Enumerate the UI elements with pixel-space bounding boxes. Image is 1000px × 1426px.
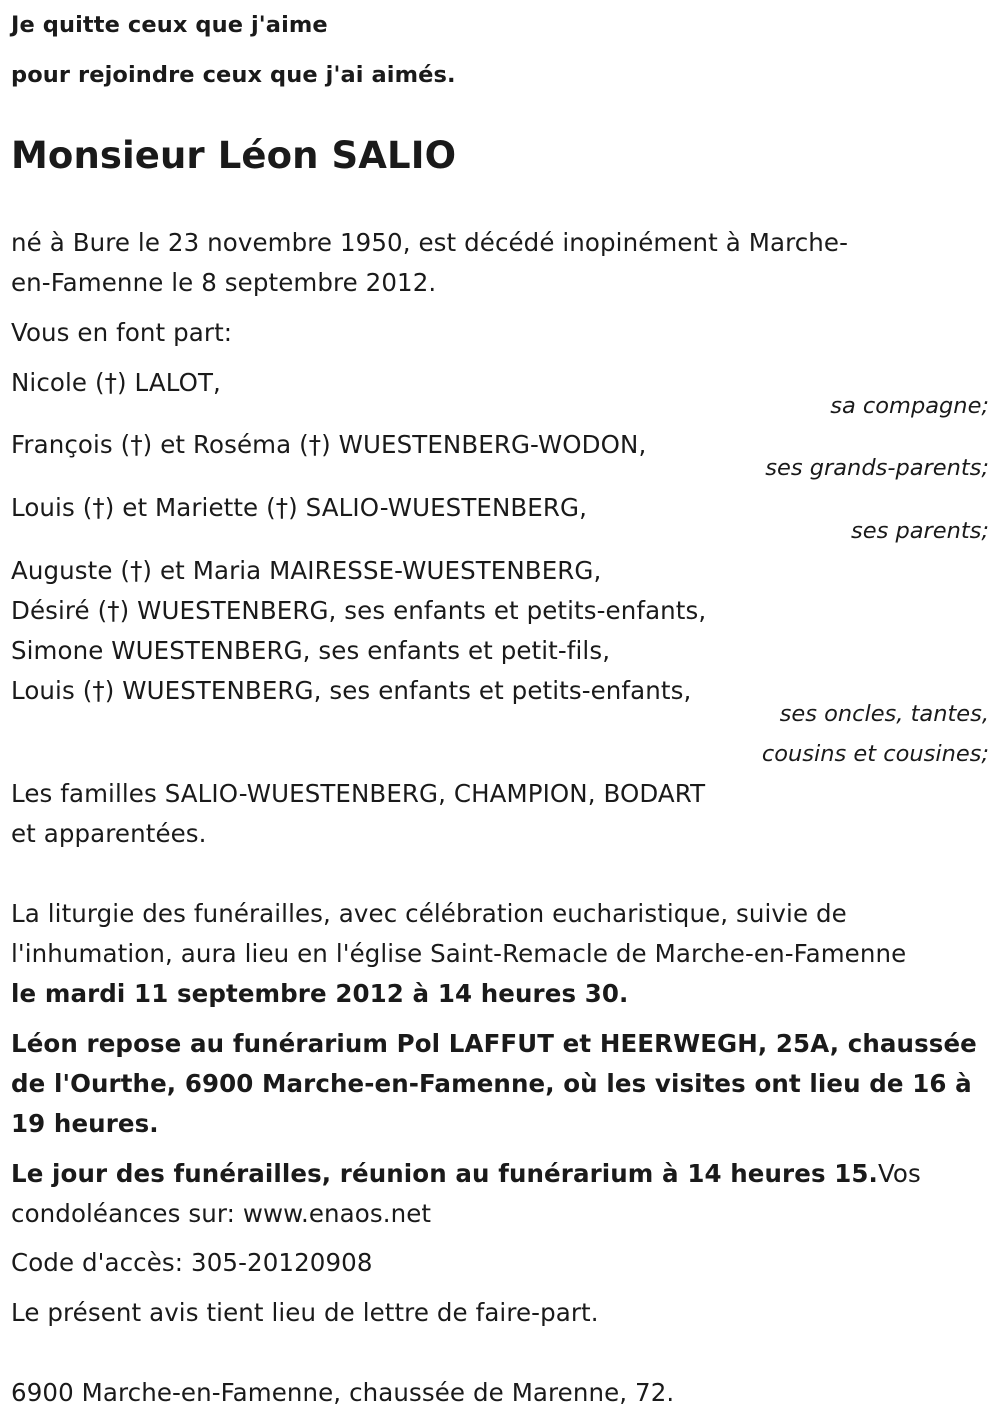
role-parents: ses parents;	[851, 518, 989, 544]
meeting-bold: Le jour des funérailles, réunion au funérarium à 14 heures 15.	[11, 1159, 878, 1188]
cross-symbol: †	[275, 493, 289, 522]
repose-line-2: de l'Ourthe, 6900 Marche-en-Famenne, où les visites ont lieu de 16 à	[11, 1069, 972, 1098]
meeting-line	[11, 1157, 921, 1191]
liturgy-date: le mardi 11 septembre 2012 à 14 heures 30.	[11, 979, 629, 1008]
cross-symbol: †	[308, 430, 322, 459]
role-grandparents: ses grands-parents;	[765, 455, 989, 481]
birth-death-line-1: né à Bure le 23 novembre 1950, est décédé inopinément à Marche-	[11, 228, 849, 257]
meeting-rest: Vos	[877, 1159, 921, 1188]
family-line-auguste: Auguste (†) et Maria MAIRESSE-WUESTENBERG,	[11, 556, 602, 585]
cross-symbol: †	[104, 368, 117, 397]
repose-line-1: Léon repose au funérarium Pol LAFFUT et HEERWEGH, 25A, chaussée	[11, 1029, 977, 1058]
birth-death-line-2: en-Famenne le 8 septembre 2012.	[11, 268, 437, 297]
cross-symbol: †	[130, 556, 143, 585]
cross-symbol: †	[92, 676, 105, 705]
family-line-louis-uncle: Louis (†) WUESTENBERG, ses enfants et petits-enfants,	[11, 676, 692, 705]
intro-text: Vous en font part:	[11, 318, 233, 347]
family-line-louis-parents: Louis (†) et Mariette (†) SALIO-WUESTENBERG,	[11, 493, 587, 522]
condolences-line: condoléances sur: www.enaos.net	[11, 1199, 432, 1228]
family-line-francois: François (†) et Roséma (†) WUESTENBERG-WODON,	[11, 430, 647, 459]
liturgy-line-2: l'inhumation, aura lieu en l'église Saint-Remacle de Marche-en-Famenne	[11, 939, 907, 968]
deceased-name: Monsieur Léon SALIO	[11, 134, 457, 177]
families-line-2: et apparentées.	[11, 819, 207, 848]
family-line-nicole: Nicole (†) LALOT,	[11, 368, 221, 397]
liturgy-line-1: La liturgie des funérailles, avec célébration eucharistique, suivie de	[11, 899, 847, 928]
family-line-simone: Simone WUESTENBERG, ses enfants et petit-fils,	[11, 636, 611, 665]
repose-line-3: 19 heures.	[11, 1109, 159, 1138]
role-companion: sa compagne;	[830, 393, 989, 419]
epigraph-line-1: Je quitte ceux que j'aime	[11, 12, 328, 38]
role-uncles-line-2: cousins et cousines;	[761, 741, 989, 767]
access-code: Code d'accès: 305-20120908	[11, 1248, 373, 1277]
family-line-desire: Désiré (†) WUESTENBERG, ses enfants et petits-enfants,	[11, 596, 707, 625]
address: 6900 Marche-en-Famenne, chaussée de Marenne, 72.	[11, 1378, 675, 1407]
cross-symbol: †	[107, 596, 120, 625]
cross-symbol: †	[130, 430, 143, 459]
epigraph-line-2: pour rejoindre ceux que j'ai aimés.	[11, 62, 456, 88]
notice-text: Le présent avis tient lieu de lettre de faire-part.	[11, 1298, 599, 1327]
role-uncles-line-1: ses oncles, tantes,	[779, 701, 989, 727]
cross-symbol: †	[92, 493, 105, 522]
families-line-1: Les familles SALIO-WUESTENBERG, CHAMPION, BODART	[11, 779, 706, 808]
